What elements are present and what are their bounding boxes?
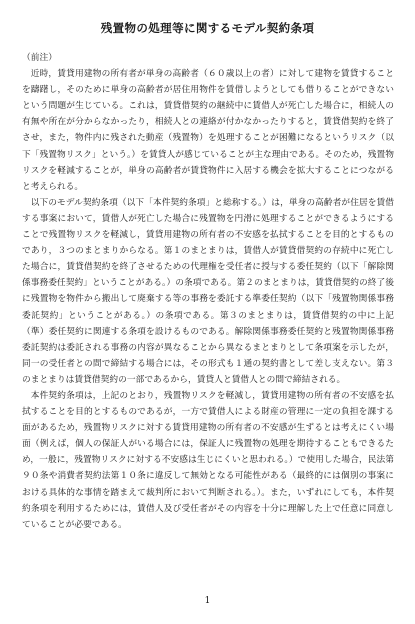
document-body: [22, 50, 394, 533]
paragraph-caution: 本件契約条項は，上記のとおり，残置物リスクを軽減し，賃貸用建物の所有者の不安感を払拭することを目的とするものであるが，一方で賃借人による財産の管理に一定の負担を課する面があるため，残置物リスクに対する賃貸用建物の所有者の不安感が生ずるとは考えにくい場面（例えば，個人の保証人がいる場合には，保証人に残置物の処理を期待することもできるため，一般に，残置物リスクに対する不安感は生じにくいと思われる。）で使用した場合，民法第９０条や消費者契約法第１０条に違反して無効となる可能性がある（最終的には個別の事案における具体的な事情を踏まえて裁判所において判断される。）。また，いずれにしても，本件契約条項を利用するためには，賃借人及び受任者がその内容を十分に理解した上で任意に同意していることが必要である。: [22, 390, 394, 530]
document-title: 残置物の処理等に関するモデル契約条項: [100, 21, 315, 35]
paragraph-background: 近時，賃貸用建物の所有者が単身の高齢者（６０歳以上の者）に対して建物を賃貸することを躊躇し，そのために単身の高齢者が居住用物件を賃借しようとしても借りることができないという問題が生じている。これは，賃貸借契約の継続中に賃借人が死亡した場合に，相続人の有無や所在が分からなかったり，相続人との連絡が付かなかったりすると，賃貸借契約を終了させ，また，物件内に残された動産（残置物）を処理することが困難になるというリスク（以下「残置物リスク」という。）を賃貸人が感じていることが主な理由である。そのため，残置物リスクを軽減することが，単身の高齢者が賃貸物件に入居する機会を拡大することにつながると考えられる。: [22, 69, 394, 192]
paragraph-structure: 以下のモデル契約条項（以下「本件契約条項」と総称する。）は，単身の高齢者が住居を賃借する事案において，賃借人が死亡した場合に残置物を円滑に処理することができるようにすることで残置物リスクを軽減し，賃貸用建物の所有者の不安感を払拭することを目的とするものであり，３つのまとまりからなる。第１のまとまりは，賃借人が賃貸借契約の存続中に死亡した場合に，賃貸借契約を終了させるための代理権を受任者に授与する委任契約（以下「解除関係事務委任契約」ということがある。）の条項である。第２のまとまりは，賃貸借契約の終了後に残置物を物件から搬出して廃棄する等の事務を委託する準委任契約（以下「残置物関係事務委託契約」ということがある。）の条項である。第３のまとまりは，賃貸借契約の中に上記（準）委任契約に関連する条項を設けるものである。解除関係事務委任契約と残置物関係事務委託契約は委託される事務の内容が異なることから異なるまとまりとして条項案を示したが，同一の受任者との間で締結する場合には，その形式も１通の契約書として差し支えない。第３のまとまりは賃貸借契約の一部であるから，賃貸人と賃借人との間で締結される。: [22, 197, 394, 385]
preface-label: （前注）: [22, 53, 57, 63]
page-number: 1: [204, 596, 211, 606]
